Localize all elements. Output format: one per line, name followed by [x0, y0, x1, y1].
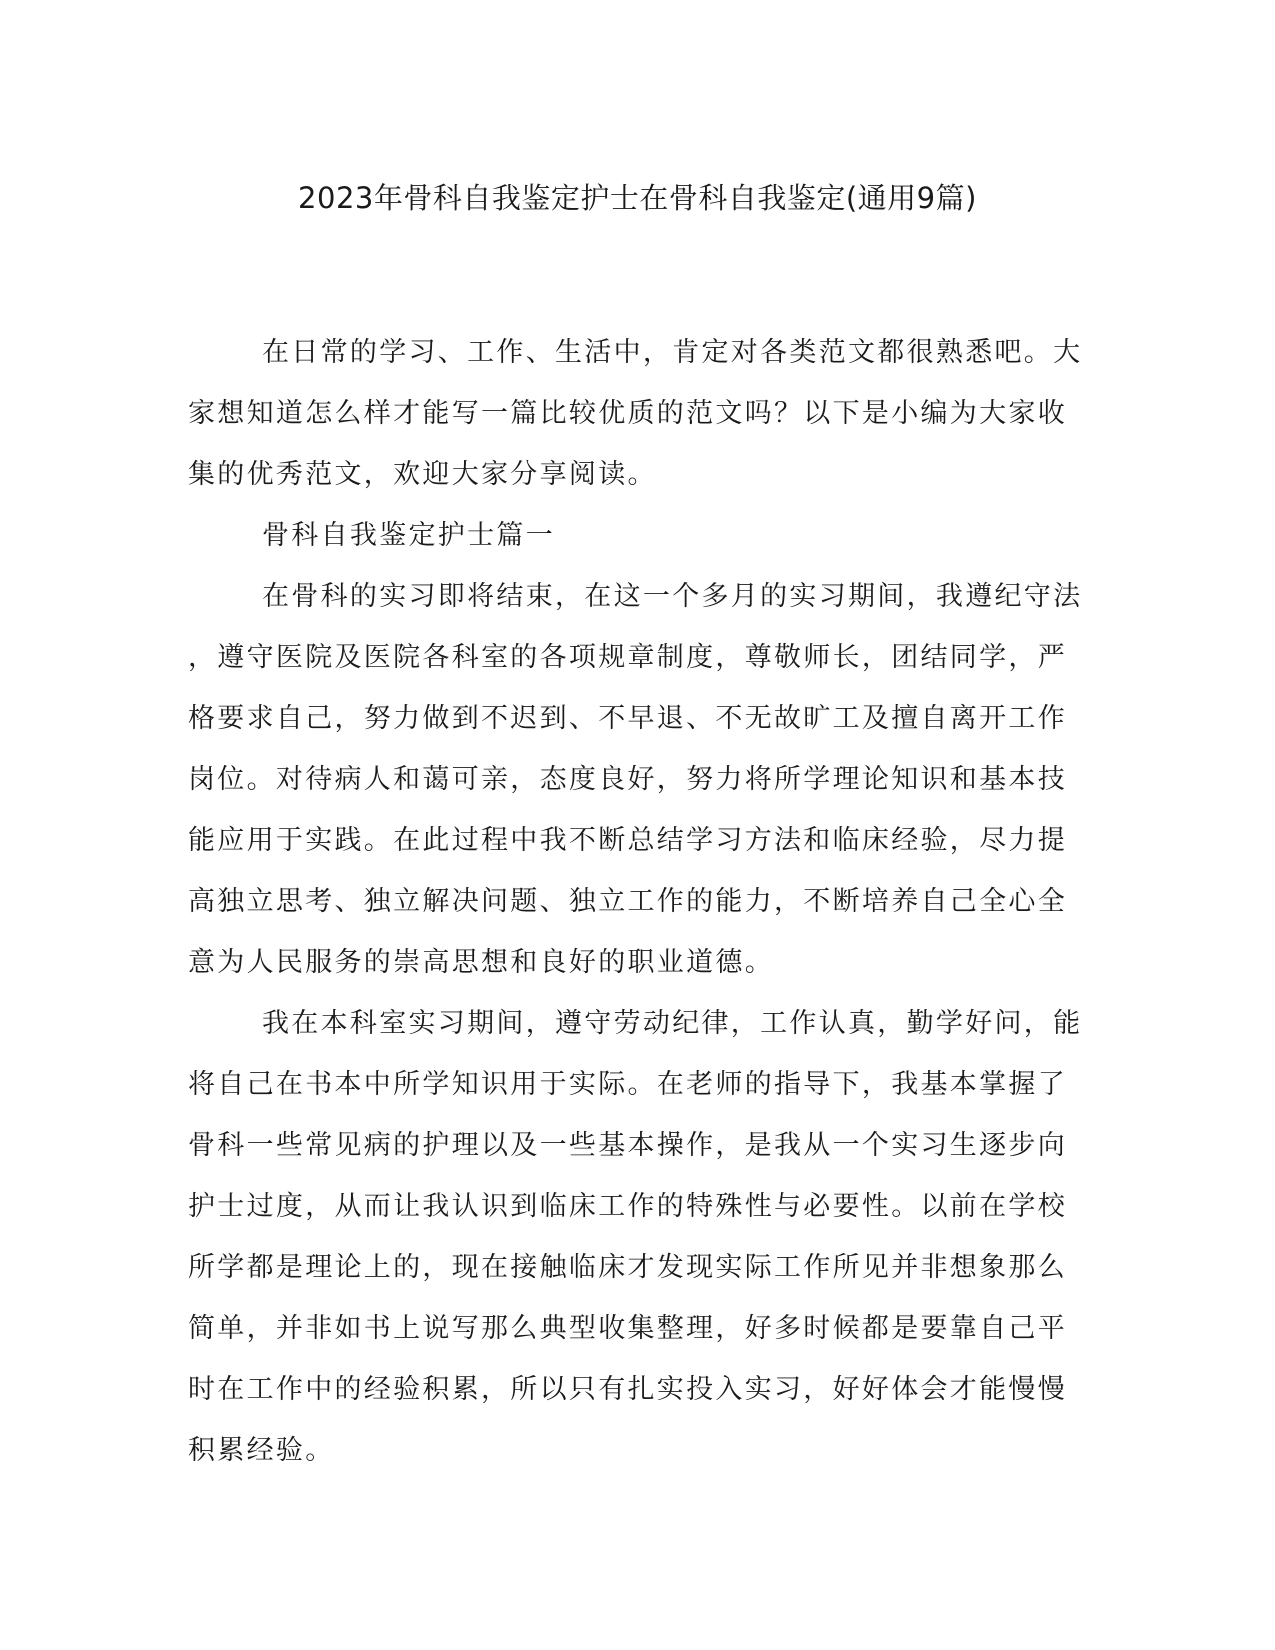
text-line: 护士过度，从而让我认识到临床工作的特殊性与必要性。以前在学校	[188, 1191, 1067, 1222]
text-line: 格要求自己，努力做到不迟到、不早退、不无故旷工及擅自离开工作	[188, 703, 1067, 734]
text-line: 积累经验。	[188, 1435, 335, 1466]
text-line: 所学都是理论上的，现在接触临床才发现实际工作所见并非想象那么	[188, 1252, 1067, 1283]
text-line: 岗位。对待病人和蔼可亲，态度良好，努力将所学理论知识和基本技	[188, 764, 1067, 795]
document-body	[188, 322, 1084, 1481]
text-line: 家想知道怎么样才能写一篇比较优质的范文吗？以下是小编为大家收	[188, 398, 1067, 429]
text-line: 时在工作中的经验积累，所以只有扎实投入实习，好好体会才能慢慢	[188, 1374, 1067, 1405]
text-line: 高独立思考、独立解决问题、独立工作的能力，不断培养自己全心全	[188, 886, 1067, 917]
text-line: 我在本科室实习期间，遵守劳动纪律，工作认真，勤学好问，能	[262, 1008, 1083, 1039]
text-line: 能应用于实践。在此过程中我不断总结学习方法和临床经验，尽力提	[188, 825, 1067, 856]
text-line: 简单，并非如书上说写那么典型收集整理，好多时候都是要靠自己平	[188, 1313, 1067, 1344]
text-line: 在骨科的实习即将结束，在这一个多月的实习期间，我遵纪守法	[262, 581, 1083, 612]
text-line: 集的优秀范文，欢迎大家分享阅读。	[188, 459, 657, 490]
document-title: 2023年骨科自我鉴定护士在骨科自我鉴定(通用9篇)	[298, 181, 977, 215]
text-line: 在日常的学习、工作、生活中，肯定对各类范文都很熟悉吧。大	[262, 337, 1083, 368]
text-line: 意为人民服务的崇高思想和良好的职业道德。	[188, 947, 774, 978]
text-line: ，遵守医院及医院各科室的各项规章制度，尊敬师长，团结同学，严	[188, 642, 1067, 673]
text-line: 将自己在书本中所学知识用于实际。在老师的指导下，我基本掌握了	[188, 1069, 1067, 1100]
text-line: 骨科一些常见病的护理以及一些基本操作，是我从一个实习生逐步向	[188, 1130, 1067, 1161]
text-line: 骨科自我鉴定护士篇一	[262, 520, 555, 551]
